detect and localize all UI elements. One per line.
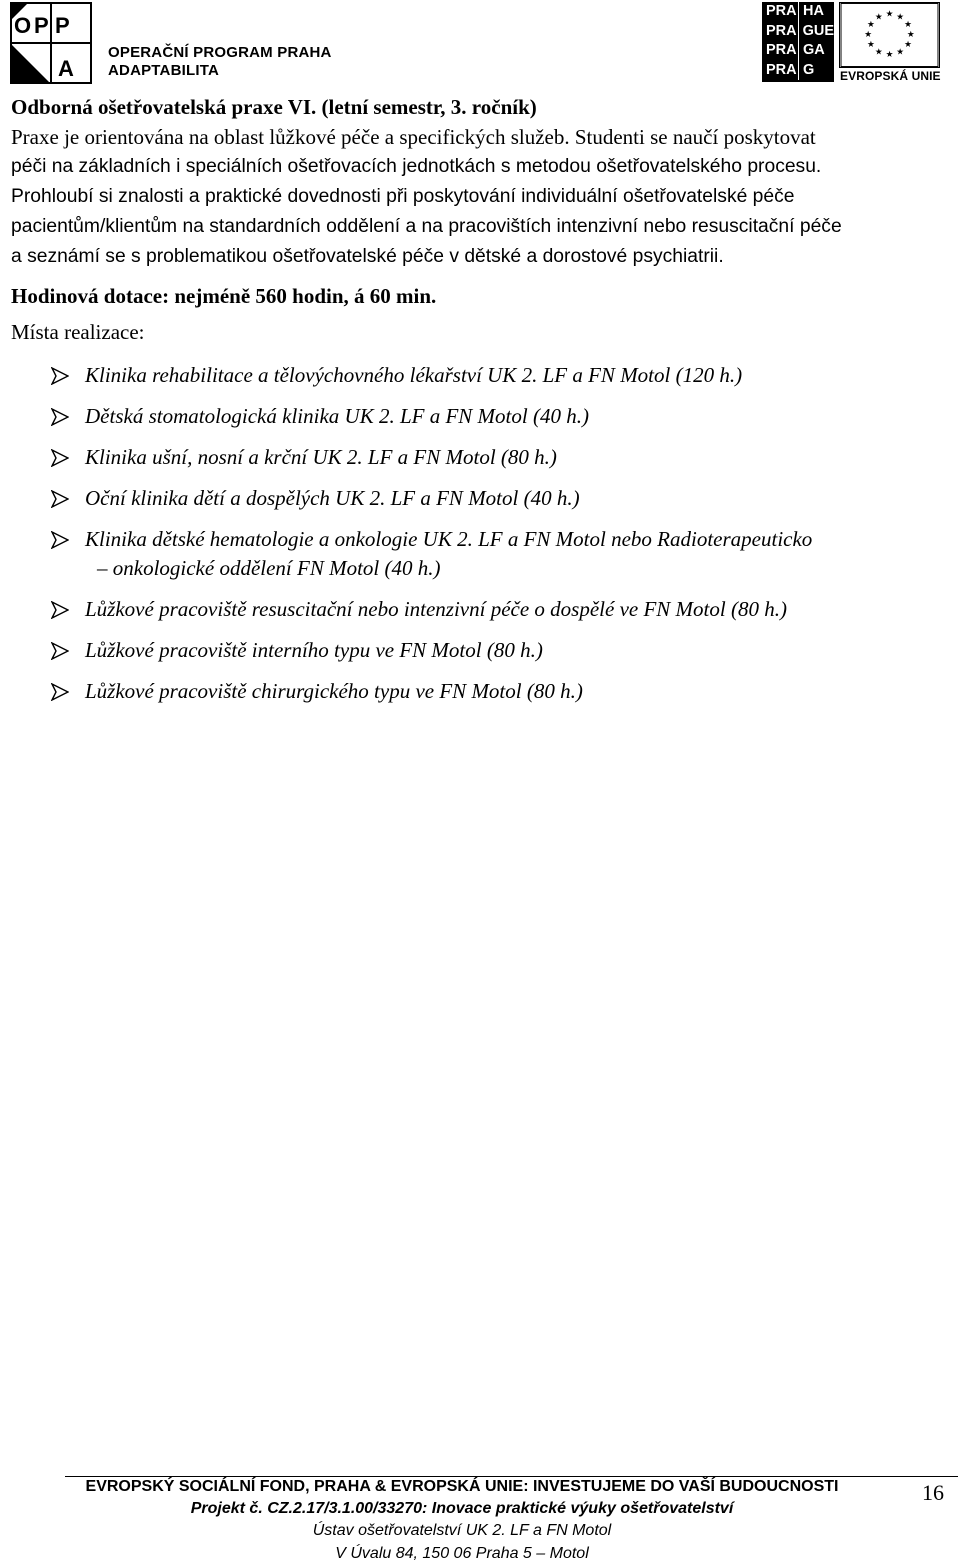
arrow-bullet-icon (51, 601, 69, 619)
locations-list (11, 361, 951, 706)
footer-address-line: V Úvalu 84, 150 06 Praha 5 – Motol (335, 1545, 589, 1562)
list-item (11, 402, 951, 431)
eu-star-icon: ★ (885, 50, 894, 61)
eu-star-icon: ★ (874, 12, 883, 23)
praha-logo-cell: PRA (762, 2, 799, 22)
arrow-bullet-icon (51, 490, 69, 508)
eu-star-icon: ★ (874, 47, 883, 58)
arrow-bullet-icon (51, 408, 69, 426)
eu-star-icon: ★ (864, 29, 873, 40)
arrow-bullet-icon (51, 642, 69, 660)
footer-funding-line: EVROPSKÝ SOCIÁLNÍ FOND, PRAHA & EVROPSKÁ UNIE: INVESTUJEME DO VAŠÍ BUDOUCNOSTI (85, 1478, 839, 1495)
opp-logo-title: OPERAČNÍ PROGRAM PRAHA (108, 44, 332, 61)
eu-caption: EVROPSKÁ UNIE (840, 69, 941, 83)
praha-logo-cell: HA (803, 3, 824, 19)
list-item-text: Lůžkové pracoviště interního typu ve FN Motol (80 h.) (85, 638, 543, 662)
list-item (11, 484, 951, 513)
praha-logo-cell: GUE (802, 22, 834, 39)
footer-divider (65, 1476, 958, 1477)
opp-logo-subtitle: ADAPTABILITA (108, 62, 219, 79)
footer-project-line: Projekt č. CZ.2.17/3.1.00/33270: Inovace praktické výuky ošetřovatelství (190, 1500, 734, 1517)
svg-text:P: P (55, 13, 70, 38)
arrow-bullet-icon (51, 367, 69, 385)
hours-allocation: Hodinová dotace: nejméně 560 hodin, á 60 min. (11, 284, 437, 308)
paragraph-line: a seznámí se s problematikou ošetřovatelské péče v dětské a dorostové psychiatrii. (11, 246, 724, 267)
praha-logo-cell: PRA (762, 22, 799, 42)
footer-institute-line: Ústav ošetřovatelství UK 2. LF a FN Motol (312, 1522, 612, 1539)
praha-logo-cell: G (803, 61, 815, 78)
list-item (11, 443, 951, 472)
arrow-bullet-icon (51, 683, 69, 701)
list-item (11, 525, 951, 583)
eu-star-icon: ★ (867, 19, 875, 30)
list-item-text: Dětská stomatologická klinika UK 2. LF a FN Motol (40 h.) (85, 404, 589, 428)
paragraph-line: pacientům/klientům na standardních oddělení a na pracovištích intenzivní nebo resuscitační péče (11, 216, 842, 237)
list-item-text: Klinika rehabilitace a tělovýchovného lékařství UK 2. LF a FN Motol (120 h.) (85, 363, 743, 387)
eu-star-icon: ★ (904, 40, 912, 51)
list-item-text: Lůžkové pracoviště resuscitační nebo intenzivní péče o dospělé ve FN Motol (80 h.) (85, 597, 787, 621)
praha-logo (762, 2, 834, 82)
section-heading: Odborná ošetřovatelská praxe VI. (letní semestr, 3. ročník) (11, 95, 537, 119)
list-item (11, 677, 951, 706)
eu-star-icon: ★ (885, 9, 894, 20)
list-item-text: Oční klinika dětí a dospělých UK 2. LF a FN Motol (40 h.) (85, 486, 580, 510)
opp-logo (10, 2, 332, 84)
list-item-text: Klinika ušní, nosní a krční UK 2. LF a FN Motol (80 h.) (85, 445, 557, 469)
praha-logo-cell: GA (803, 42, 825, 59)
praha-logo-cell: PRA (762, 41, 799, 61)
list-item-text: Klinika dětské hematologie a onkologie UK 2. LF a FN Motol nebo Radioterapeuticko (85, 527, 813, 551)
opp-logo-mark (10, 2, 92, 84)
arrow-bullet-icon (51, 449, 69, 467)
list-item-text: Lůžkové pracoviště chirurgického typu ve FN Motol (80 h.) (85, 679, 583, 703)
svg-text:P: P (34, 13, 49, 38)
list-item-continuation: – onkologické oddělení FN Motol (40 h.) (97, 556, 441, 580)
locations-label: Místa realizace: (11, 320, 145, 344)
paragraph-line: péči na základních i speciálních ošetřovacích jednotkách s metodou ošetřovatelského procesu. (11, 156, 822, 177)
description-paragraph (11, 122, 948, 272)
eu-star-icon: ★ (906, 29, 915, 40)
list-item (11, 636, 951, 665)
eu-star-icon: ★ (867, 40, 875, 51)
paragraph-line: Praxe je orientována na oblast lůžkové péče a specifických služeb. Studenti se naučí poskytovat (11, 125, 816, 149)
page-number: 16 (922, 1480, 944, 1505)
eu-star-icon: ★ (896, 47, 905, 58)
document-body (11, 92, 951, 718)
svg-text:O: O (14, 13, 32, 38)
arrow-bullet-icon (51, 531, 69, 549)
eu-flag-icon (839, 2, 940, 68)
svg-text:A: A (58, 56, 74, 81)
eu-star-icon: ★ (896, 12, 905, 23)
eu-logo (839, 2, 940, 84)
praha-logo-cell: PRA (762, 61, 799, 81)
list-item (11, 595, 951, 624)
list-item (11, 361, 951, 390)
eu-star-icon: ★ (904, 19, 912, 30)
paragraph-line: Prohloubí si znalosti a praktické dovednosti při poskytování individuální ošetřovatelské péče (11, 186, 795, 207)
